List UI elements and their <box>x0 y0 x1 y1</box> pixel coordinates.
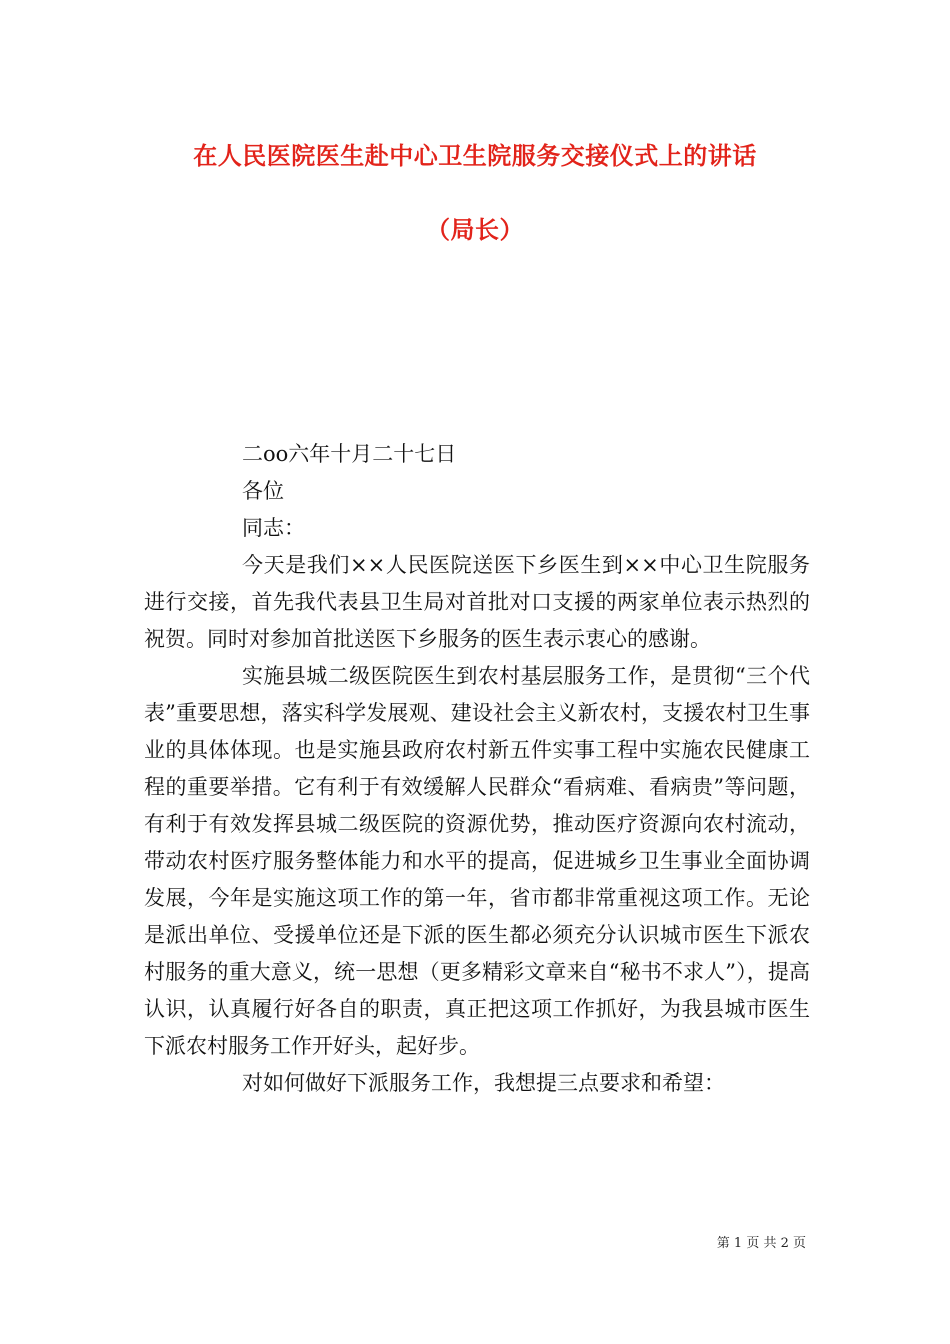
document-title: 在人民医院医生赴中心卫生院服务交接仪式上的讲话 <box>193 141 757 170</box>
paragraph-2: 实施县城二级医院医生到农村基层服务工作，是贯彻“三个代表”重要思想，落实科学发展观、建设社会主义新农村，支援农村卫生事业的具体体现。也是实施县政府农村新五件实事工程中实施农民健康工程的重要举措。它有利于有效缓解人民群众“看病难、看病贵”等问题，有利于有效发挥县城二级医院的资源优势，推动医疗资源向农村流动，带动农村医疗服务整体能力和水平的提高，促进城乡卫生事业全面协调发展，今年是实施这项工作的第一年，省市都非常重视这项工作。无论是派出单位、受援单位还是下派的医生都必须充分认识城市医生下派农村服务的重大意义，统一思想（更多精彩文章来自“秘书不求人”），提高认识，认真履行好各自的职责，真正把这项工作抓好，为我县城市医生下派农村服务工作开好头，起好步。 <box>144 664 810 1058</box>
paragraph-1: 今天是我们××人民医院送医下乡医生到××中心卫生院服务进行交接，首先我代表县卫生局对首批对口支援的两家单位表示热烈的祝贺。同时对参加首批送医下乡服务的医生表示衷心的感谢。 <box>144 553 810 651</box>
document-subtitle: （局长） <box>426 215 524 244</box>
salutation-line-2: 同志： <box>242 516 305 540</box>
salutation-line-1: 各位 <box>242 479 284 503</box>
document-body <box>144 547 810 1102</box>
page-number: 第 1 页 共 2 页 <box>716 1236 806 1251</box>
document-date: 二oo六年十月二十七日 <box>242 442 457 466</box>
paragraph-3: 对如何做好下派服务工作，我想提三点要求和希望： <box>242 1071 725 1095</box>
greeting-block <box>242 436 456 547</box>
